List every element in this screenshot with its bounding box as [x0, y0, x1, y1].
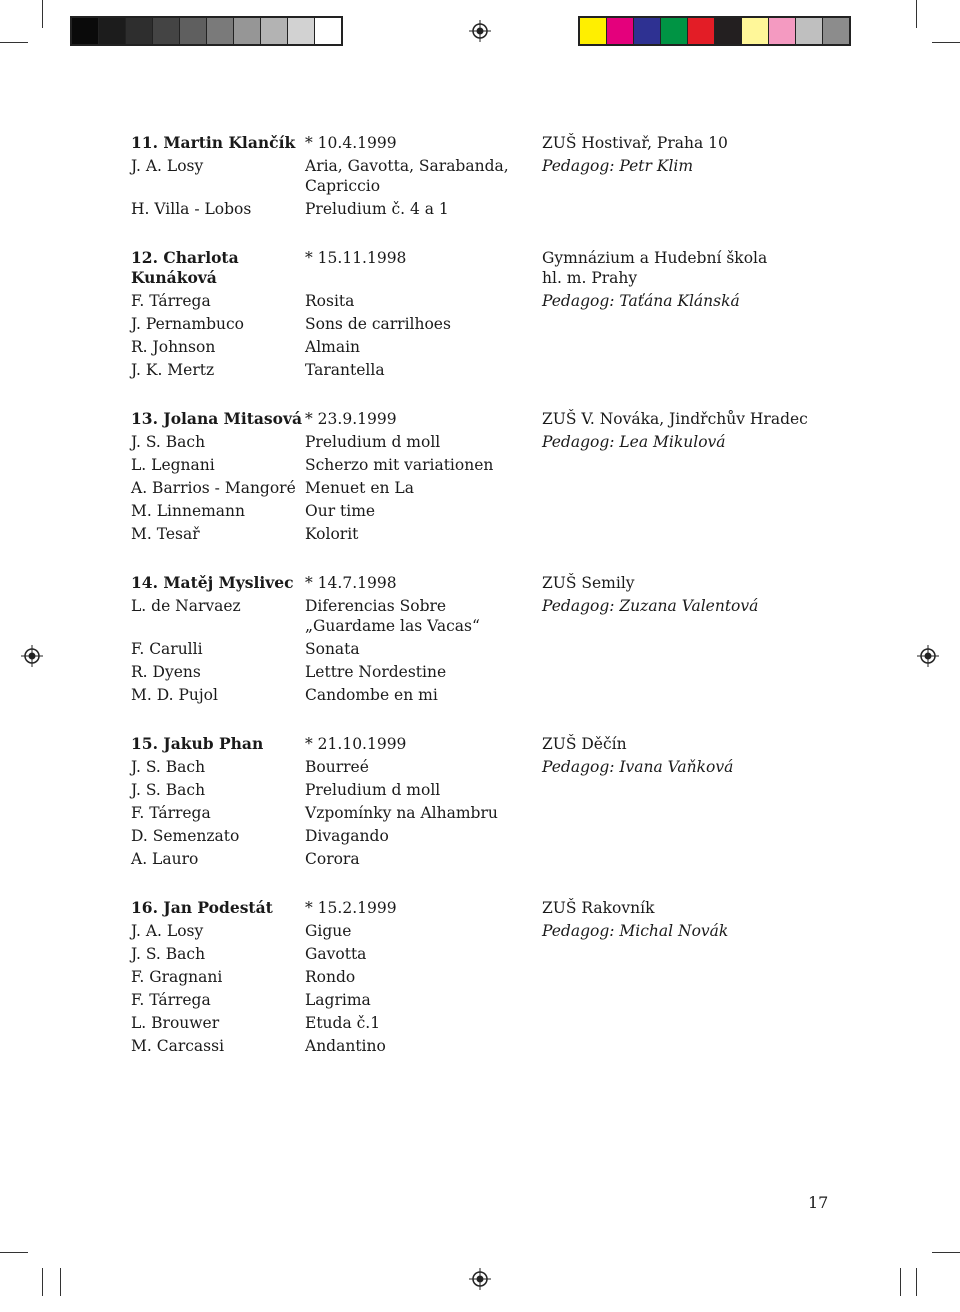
- piece-row: [131, 291, 831, 311]
- composer: J. A. Losy: [131, 922, 204, 940]
- piece-title: Gavotta: [305, 945, 367, 963]
- piece-row: [131, 757, 831, 777]
- composer: L. Brouwer: [131, 1014, 220, 1032]
- piece-row: [131, 524, 831, 544]
- piece-row: [131, 826, 831, 846]
- empty-cell: [542, 360, 831, 380]
- empty-cell: [542, 662, 831, 682]
- piece-row: [131, 199, 831, 219]
- performer-header-row: [131, 573, 831, 593]
- piece-row: [131, 1036, 831, 1056]
- crop-mark: [42, 1268, 43, 1296]
- empty-cell: [542, 780, 831, 800]
- empty-cell: [542, 685, 831, 705]
- piece-title: Rondo: [305, 968, 356, 986]
- performer-number: 11.: [131, 133, 158, 152]
- composer: R. Johnson: [131, 338, 216, 356]
- piece-title: Preludium d moll: [305, 781, 441, 799]
- empty-cell: [542, 199, 831, 219]
- piece-title: Etuda č.1: [305, 1014, 381, 1032]
- page-number: 17: [808, 1193, 829, 1212]
- empty-cell: [542, 524, 831, 544]
- empty-cell: [542, 849, 831, 869]
- pedagog: Pedagog: Zuzana Valentová: [542, 597, 759, 615]
- color-swatch: [288, 18, 315, 44]
- piece-title: Corora: [305, 850, 360, 868]
- color-swatch: [634, 18, 661, 44]
- piece-row: [131, 921, 831, 941]
- composer: F. Carulli: [131, 640, 203, 658]
- color-swatch: [715, 18, 742, 44]
- composer: L. Legnani: [131, 456, 215, 474]
- piece-title: Sons de carrilhoes: [305, 315, 451, 333]
- piece-row: [131, 337, 831, 357]
- empty-cell: [542, 944, 831, 964]
- color-swatch: [769, 18, 796, 44]
- composer: J. A. Losy: [131, 157, 204, 175]
- crop-mark: [932, 1252, 960, 1253]
- performer-entry: [131, 409, 831, 544]
- composer: M. D. Pujol: [131, 686, 218, 704]
- performer-entry: [131, 734, 831, 869]
- piece-title: Kolorit: [305, 525, 359, 543]
- piece-title: Aria, Gavotta, Sarabanda, Capriccio: [305, 157, 509, 195]
- composer: F. Tárrega: [131, 991, 211, 1009]
- performer-header-row: [131, 133, 831, 153]
- piece-title: Bourreé: [305, 758, 369, 776]
- color-swatch: [688, 18, 715, 44]
- piece-title: Gigue: [305, 922, 352, 940]
- color-swatch: [72, 18, 99, 44]
- empty-cell: [542, 1013, 831, 1033]
- crop-mark: [932, 42, 960, 43]
- grayscale-color-bar: [70, 16, 343, 46]
- pedagog: Pedagog: Taťána Klánská: [542, 292, 740, 310]
- registration-mark-icon: [21, 645, 43, 667]
- color-swatch: [180, 18, 207, 44]
- performer-number: 15.: [131, 734, 158, 753]
- crop-mark: [916, 0, 917, 28]
- crop-mark: [42, 0, 43, 28]
- registration-mark-icon: [917, 645, 939, 667]
- piece-title: Candombe en mi: [305, 686, 438, 704]
- composer: F. Tárrega: [131, 292, 211, 310]
- empty-cell: [542, 967, 831, 987]
- empty-cell: [542, 1036, 831, 1056]
- piece-row: [131, 156, 831, 196]
- performer-entry: [131, 898, 831, 1056]
- piece-title: Divagando: [305, 827, 389, 845]
- piece-title: Vzpomínky na Alhambru: [305, 804, 498, 822]
- composer: M. Tesař: [131, 525, 200, 543]
- piece-row: [131, 455, 831, 475]
- composer: F. Gragnani: [131, 968, 223, 986]
- school-line: ZUŠ V. Nováka, Jindřchův Hradec: [542, 410, 808, 428]
- piece-row: [131, 685, 831, 705]
- color-swatch: [99, 18, 126, 44]
- piece-title: Preludium č. 4 a 1: [305, 200, 449, 218]
- school-name: [542, 898, 831, 918]
- performer-name-cell: [131, 248, 305, 288]
- performer-name: Jan Podestát: [163, 898, 273, 917]
- color-swatch: [261, 18, 288, 44]
- crop-mark: [900, 1268, 901, 1296]
- empty-cell: [542, 337, 831, 357]
- color-swatch: [661, 18, 688, 44]
- composer: J. K. Mertz: [131, 361, 215, 379]
- performer-entry: [131, 573, 831, 705]
- color-swatch: [796, 18, 823, 44]
- registration-mark-icon: [469, 20, 491, 42]
- crop-mark: [0, 42, 28, 43]
- performer-list: [131, 133, 831, 1085]
- composer: A. Barrios - Mangoré: [131, 479, 296, 497]
- pedagog: Pedagog: Petr Klim: [542, 157, 694, 175]
- performer-name: Jakub Phan: [163, 734, 264, 753]
- performer-number: 16.: [131, 898, 158, 917]
- performer-header-row: [131, 898, 831, 918]
- piece-row: [131, 780, 831, 800]
- school-line: Gymnázium a Hudební škola: [542, 249, 768, 267]
- school-name: [542, 734, 831, 754]
- birth-date: * 23.9.1999: [305, 410, 397, 428]
- piece-row: [131, 501, 831, 521]
- school-line: ZUŠ Hostivař, Praha 10: [542, 134, 728, 152]
- birth-date: * 15.2.1999: [305, 899, 397, 917]
- composer: J. S. Bach: [131, 945, 206, 963]
- school-line: hl. m. Prahy: [542, 269, 638, 287]
- piece-row: [131, 803, 831, 823]
- piece-title: Lettre Nordestine: [305, 663, 447, 681]
- piece-row: [131, 990, 831, 1010]
- piece-row: [131, 967, 831, 987]
- composer: J. S. Bach: [131, 433, 206, 451]
- empty-cell: [542, 478, 831, 498]
- performer-number: 13.: [131, 409, 158, 428]
- performer-name-cell: [131, 898, 305, 918]
- piece-row: [131, 314, 831, 334]
- piece-title: Lagrima: [305, 991, 371, 1009]
- composer: A. Lauro: [131, 850, 199, 868]
- registration-mark-icon: [469, 1268, 491, 1290]
- school-name: [542, 133, 831, 153]
- performer-number: 14.: [131, 573, 158, 592]
- school-name: [542, 573, 831, 593]
- pedagog: Pedagog: Michal Novák: [542, 922, 729, 940]
- piece-title: Scherzo mit variationen: [305, 456, 494, 474]
- birth-date: * 10.4.1999: [305, 134, 397, 152]
- performer-header-row: [131, 734, 831, 754]
- composer: M. Carcassi: [131, 1037, 225, 1055]
- crop-mark: [916, 1268, 917, 1296]
- composer: R. Dyens: [131, 663, 201, 681]
- color-swatch: [607, 18, 634, 44]
- birth-date: * 21.10.1999: [305, 735, 407, 753]
- color-swatch: [823, 18, 849, 44]
- piece-row: [131, 432, 831, 452]
- composer: J. S. Bach: [131, 758, 206, 776]
- piece-row: [131, 478, 831, 498]
- school-name: [542, 409, 831, 429]
- composer: J. S. Bach: [131, 781, 206, 799]
- piece-row: [131, 596, 831, 636]
- empty-cell: [542, 455, 831, 475]
- color-swatch: [315, 18, 341, 44]
- piece-title: Andantino: [305, 1037, 386, 1055]
- pedagog: Pedagog: Lea Mikulová: [542, 433, 726, 451]
- empty-cell: [542, 990, 831, 1010]
- performer-name: Charlota Kunáková: [131, 248, 239, 287]
- piece-row: [131, 360, 831, 380]
- empty-cell: [542, 314, 831, 334]
- piece-title: Sonata: [305, 640, 360, 658]
- crop-mark: [60, 1268, 61, 1296]
- color-swatch: [126, 18, 153, 44]
- performer-name: Jolana Mitasová: [163, 409, 303, 428]
- piece-title: Preludium d moll: [305, 433, 441, 451]
- performer-name: Martin Klančík: [163, 133, 296, 152]
- color-swatch: [742, 18, 769, 44]
- color-swatch: [153, 18, 180, 44]
- crop-mark: [0, 1252, 28, 1253]
- performer-entry: [131, 248, 831, 380]
- composer: M. Linnemann: [131, 502, 246, 520]
- empty-cell: [542, 803, 831, 823]
- performer-name-cell: [131, 133, 305, 153]
- school-line: ZUŠ Děčín: [542, 735, 627, 753]
- empty-cell: [542, 501, 831, 521]
- performer-header-row: [131, 248, 831, 288]
- piece-title: Our time: [305, 502, 376, 520]
- composer: J. Pernambuco: [131, 315, 245, 333]
- color-swatch: [234, 18, 261, 44]
- performer-name-cell: [131, 573, 305, 593]
- piece-title: Menuet en La: [305, 479, 414, 497]
- process-color-bar: [578, 16, 851, 46]
- piece-title: Tarantella: [305, 361, 385, 379]
- piece-title: Almain: [305, 338, 361, 356]
- school-line: ZUŠ Rakovník: [542, 899, 655, 917]
- piece-title: Diferencias Sobre „Guardame las Vacas“: [305, 597, 480, 635]
- birth-date: * 15.11.1998: [305, 249, 407, 267]
- composer: L. de Narvaez: [131, 597, 241, 615]
- pedagog: Pedagog: Ivana Vaňková: [542, 758, 734, 776]
- piece-row: [131, 849, 831, 869]
- composer: H. Villa - Lobos: [131, 200, 252, 218]
- performer-name-cell: [131, 409, 305, 429]
- piece-row: [131, 639, 831, 659]
- composer: F. Tárrega: [131, 804, 211, 822]
- school-name: [542, 248, 831, 288]
- composer: D. Semenzato: [131, 827, 240, 845]
- color-swatch: [580, 18, 607, 44]
- piece-row: [131, 1013, 831, 1033]
- empty-cell: [542, 639, 831, 659]
- birth-date: * 14.7.1998: [305, 574, 397, 592]
- piece-title: Rosita: [305, 292, 355, 310]
- performer-header-row: [131, 409, 831, 429]
- piece-row: [131, 944, 831, 964]
- performer-entry: [131, 133, 831, 219]
- school-line: ZUŠ Semily: [542, 574, 635, 592]
- performer-name-cell: [131, 734, 305, 754]
- color-swatch: [207, 18, 234, 44]
- piece-row: [131, 662, 831, 682]
- performer-number: 12.: [131, 248, 158, 267]
- performer-name: Matěj Myslivec: [163, 573, 294, 592]
- empty-cell: [542, 826, 831, 846]
